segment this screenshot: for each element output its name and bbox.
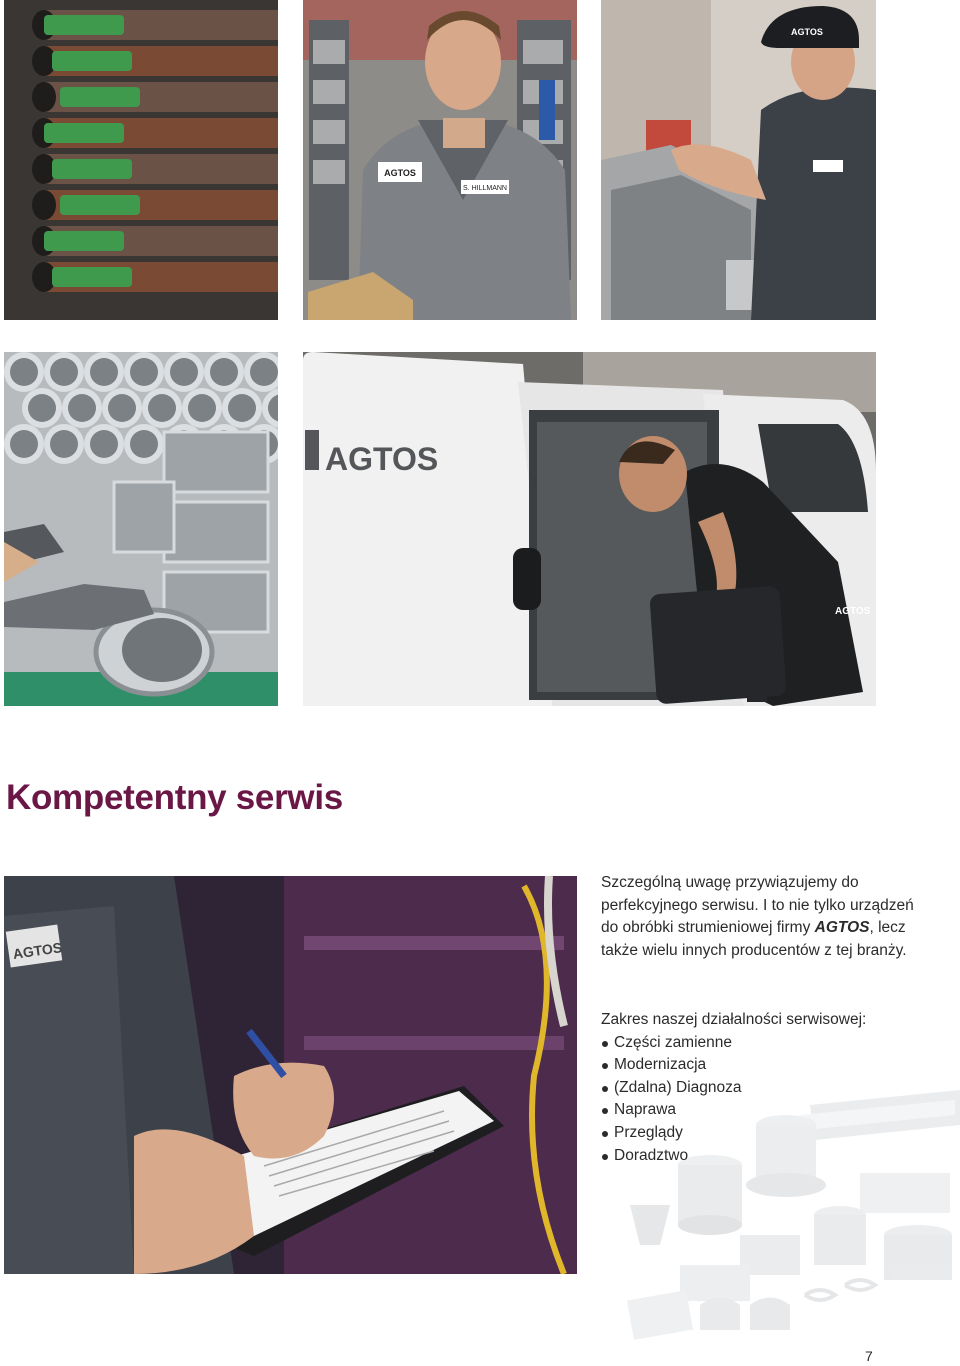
service-scope xyxy=(601,1009,941,1167)
jacket-logo-text: AGTOS xyxy=(384,168,416,178)
scope-heading: Zakres naszej działalności serwisowej: xyxy=(601,1011,867,1028)
scope-item-modernization: Modernizacja xyxy=(601,1054,941,1077)
name-tag-text: S. HILLMANN xyxy=(463,185,507,192)
photo-checklist xyxy=(4,876,577,1274)
scope-item-inspections: Przeglądy xyxy=(601,1122,941,1145)
page-number: 7 xyxy=(865,1348,873,1364)
scope-list xyxy=(601,1032,941,1168)
intro-text-2: , lecz także wielu innych producentów z tej branży. xyxy=(601,919,907,959)
scope-item-spare-parts: Części zamienne xyxy=(601,1032,941,1055)
cap-logo-text: AGTOS xyxy=(791,27,823,37)
svg-text:AGTOS: AGTOS xyxy=(11,939,64,962)
van-door-logo-text: AGTOS xyxy=(835,606,871,617)
scope-item-repair: Naprawa xyxy=(601,1099,941,1122)
scope-item-diagnosis: (Zdalna) Diagnoza xyxy=(601,1077,941,1100)
intro-text-1: Szczególną uwagę przywiązujemy do perfekcyjnego serwisu. I to nie tylko urządzeń do obróbki strumieniowej firmy xyxy=(601,874,914,937)
intro-paragraph xyxy=(601,872,921,962)
photo-worker-cap xyxy=(601,0,876,320)
van-logo-text: AGTOS xyxy=(325,441,439,477)
photo-service-van xyxy=(303,352,876,706)
brand-name: AGTOS xyxy=(814,919,870,937)
scope-item-consulting: Doradztwo xyxy=(601,1145,941,1168)
photo-worker-warehouse xyxy=(303,0,577,320)
photo-rollers xyxy=(4,0,278,320)
photo-pipes xyxy=(4,352,278,706)
page-title: Kompetentny serwis xyxy=(6,778,343,817)
